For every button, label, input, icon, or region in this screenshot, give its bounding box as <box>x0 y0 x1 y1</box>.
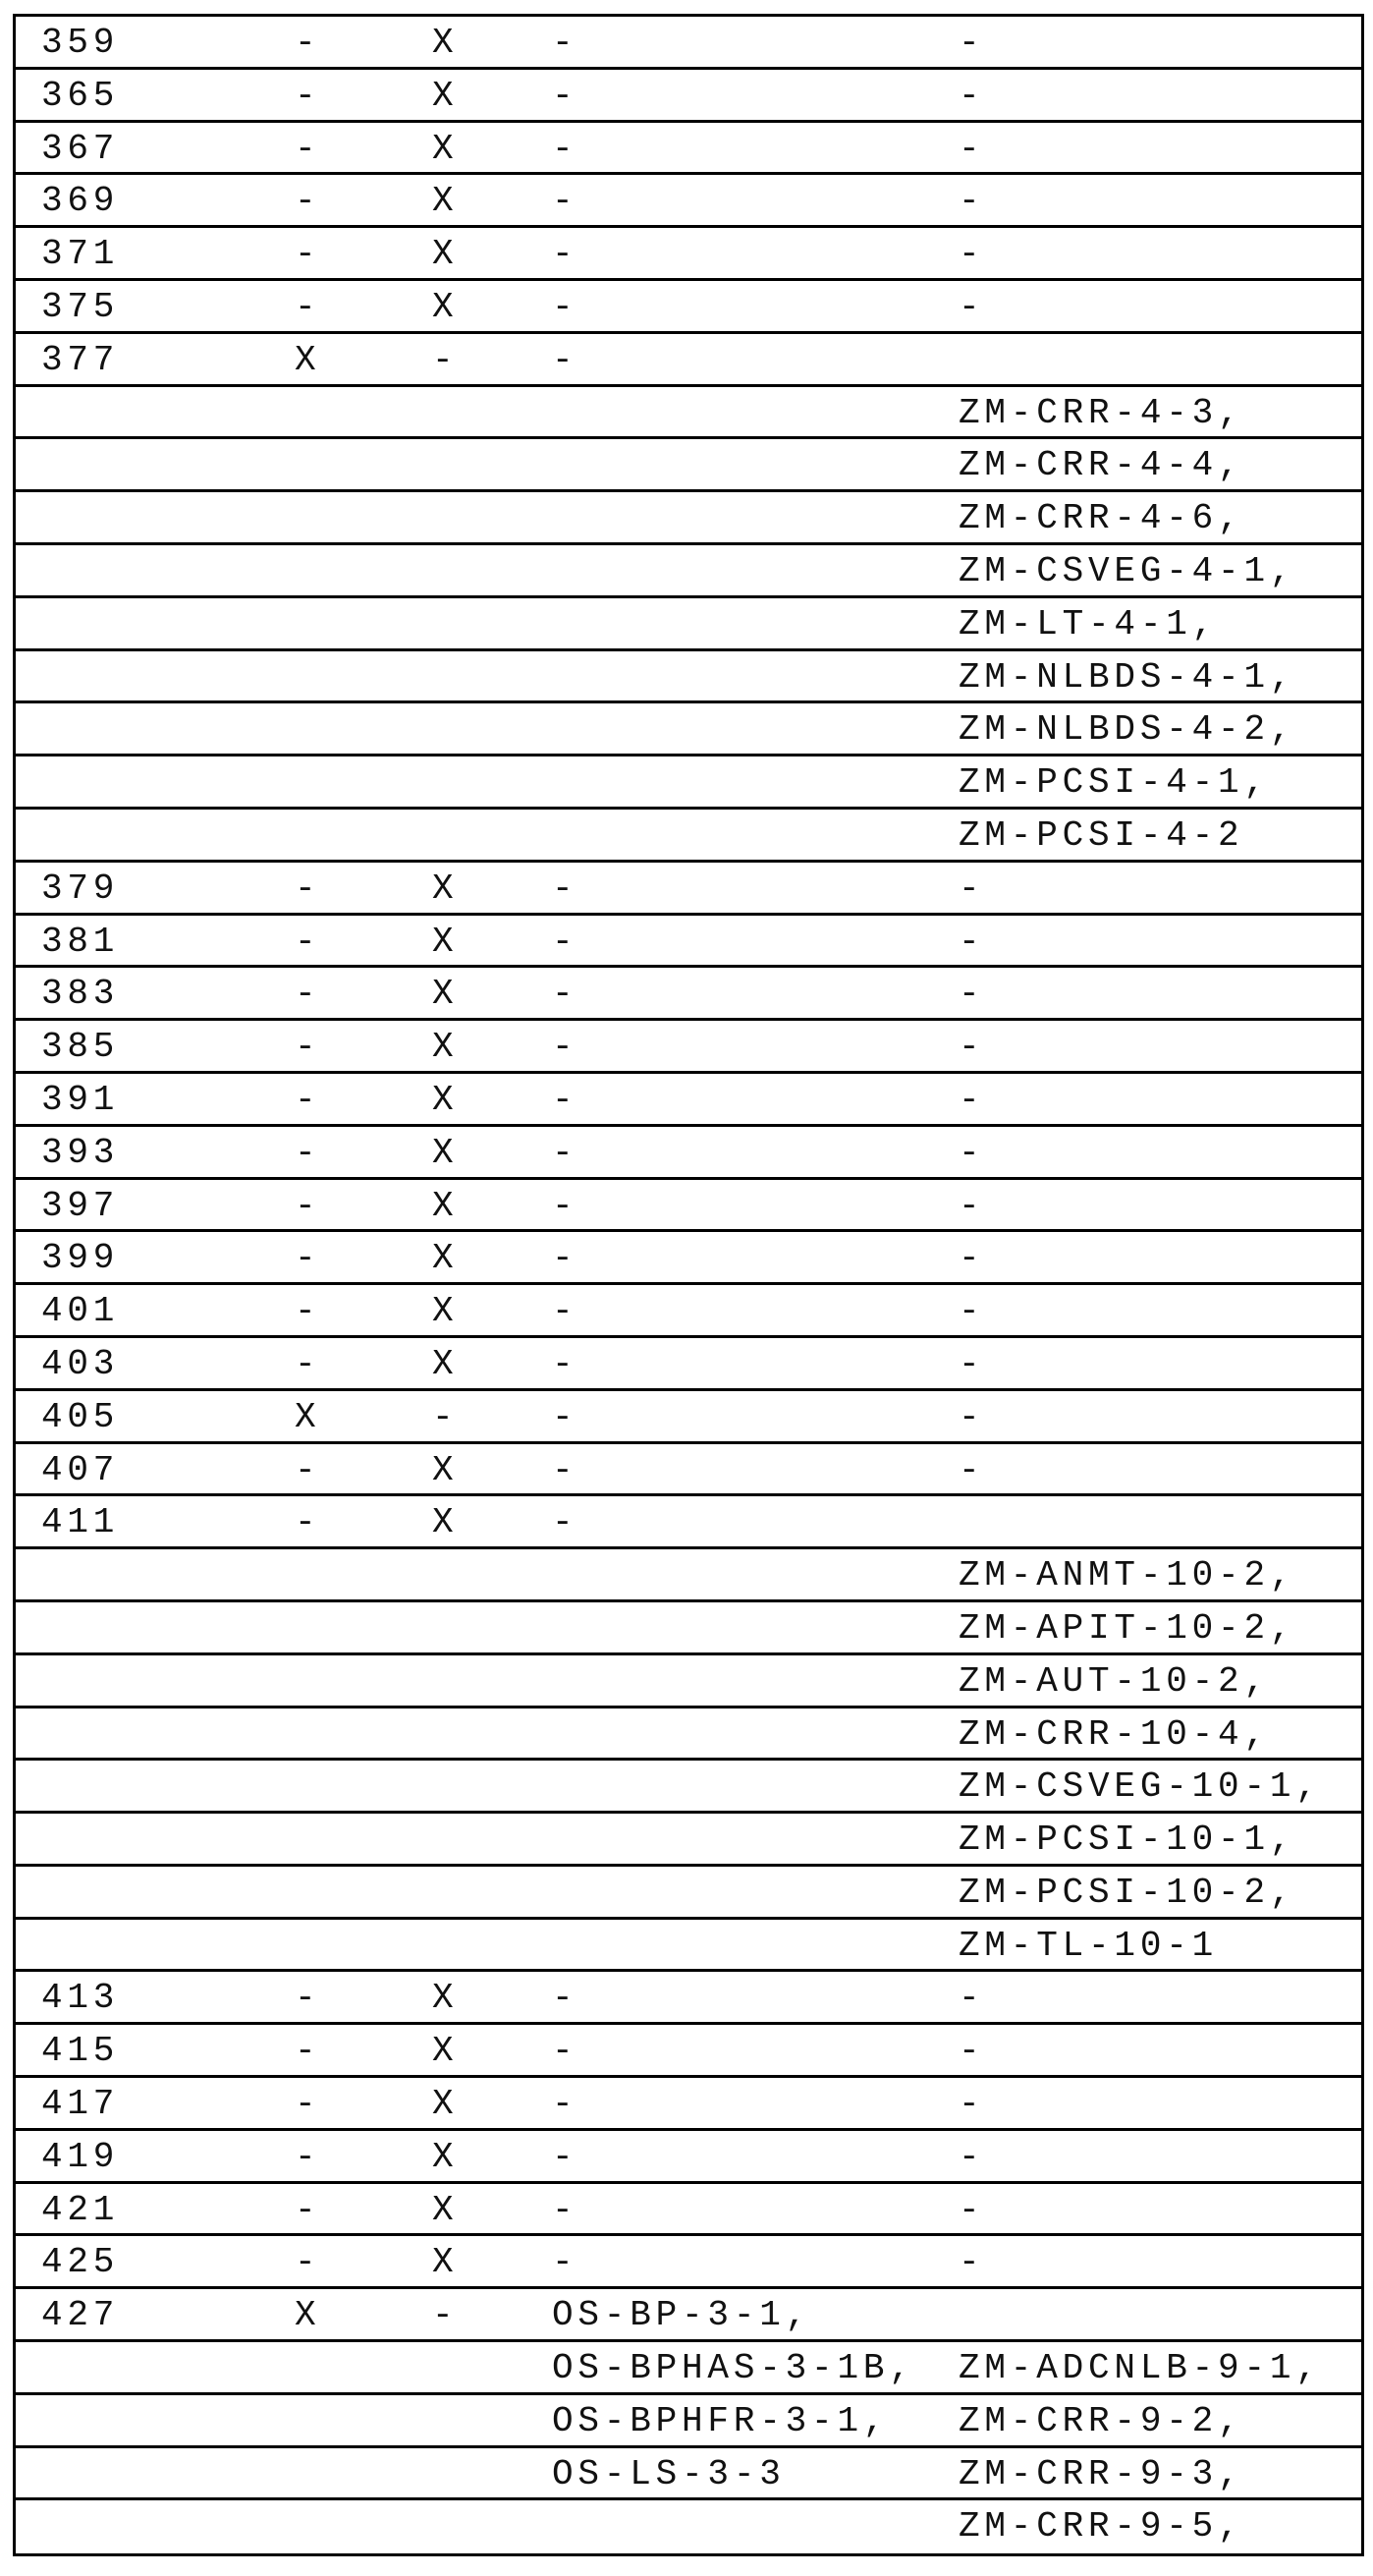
col5-cell: ZM-APIT-10-2, <box>959 1610 1295 1648</box>
table-row <box>16 1232 1361 1285</box>
table-row <box>16 2289 1361 2342</box>
col2-cell: - <box>295 2244 320 2281</box>
col5-cell: ZM-PCSI-4-1, <box>959 764 1270 802</box>
table-row <box>16 1496 1361 1549</box>
col2-cell: - <box>295 1346 320 1383</box>
col4-cell: - <box>552 1980 577 2017</box>
col4-cell: - <box>552 1504 577 1541</box>
col5-cell: - <box>959 1452 984 1489</box>
id-cell: 427 <box>41 2297 119 2334</box>
col5-cell: - <box>959 1346 984 1383</box>
id-cell: 417 <box>41 2086 119 2123</box>
col2-cell: X <box>295 2297 320 2334</box>
col5-cell: ZM-PCSI-4-2 <box>959 817 1243 855</box>
col4-cell: - <box>552 1188 577 1225</box>
col2-cell: - <box>295 1980 320 2017</box>
col5-cell: - <box>959 2086 984 2123</box>
col5-cell: - <box>959 870 984 908</box>
col4-cell: - <box>552 1346 577 1383</box>
col5-cell: - <box>959 78 984 115</box>
col4-cell: - <box>552 2086 577 2123</box>
col2-cell: - <box>295 289 320 326</box>
id-cell: 365 <box>41 78 119 115</box>
col3-cell: X <box>432 2033 458 2070</box>
col4-cell: - <box>552 78 577 115</box>
col5-cell: - <box>959 1082 984 1119</box>
table-row <box>16 968 1361 1021</box>
table-row <box>16 1761 1361 1814</box>
table-row <box>16 1708 1361 1762</box>
col2-cell: - <box>295 1135 320 1172</box>
id-cell: 367 <box>41 131 119 168</box>
col2-cell: - <box>295 1029 320 1066</box>
col3-cell: X <box>432 1452 458 1489</box>
col4-cell: OS-BP-3-1, <box>552 2297 811 2334</box>
col4-cell: - <box>552 1452 577 1489</box>
table-row <box>16 863 1361 916</box>
col5-cell: - <box>959 131 984 168</box>
col5-cell: ZM-CRR-4-6, <box>959 500 1243 537</box>
col5-cell: - <box>959 25 984 62</box>
col5-cell: - <box>959 2244 984 2281</box>
col3-cell: X <box>432 25 458 62</box>
col3-cell: X <box>432 236 458 273</box>
table-row <box>16 2500 1361 2553</box>
col5-cell: ZM-CRR-4-4, <box>959 447 1243 484</box>
col5-cell: ZM-NLBDS-4-2, <box>959 711 1295 749</box>
col3-cell: X <box>432 1082 458 1119</box>
col4-cell: OS-LS-3-3 <box>552 2456 786 2493</box>
col5-cell: ZM-TL-10-1 <box>959 1928 1218 1965</box>
col3-cell: - <box>432 342 458 379</box>
col3-cell: X <box>432 1240 458 1277</box>
id-cell: 405 <box>41 1399 119 1436</box>
id-cell: 391 <box>41 1082 119 1119</box>
id-cell: 381 <box>41 924 119 961</box>
id-cell: 371 <box>41 236 119 273</box>
col4-cell: - <box>552 1082 577 1119</box>
col5-cell: - <box>959 924 984 961</box>
table-row <box>16 1655 1361 1708</box>
table-row <box>16 70 1361 123</box>
table-row <box>16 387 1361 440</box>
col2-cell: - <box>295 2086 320 2123</box>
col3-cell: X <box>432 1346 458 1383</box>
col5-cell: - <box>959 1029 984 1066</box>
id-cell: 359 <box>41 25 119 62</box>
col5-cell: ZM-CRR-9-5, <box>959 2508 1243 2546</box>
data-table <box>13 14 1364 2556</box>
col3-cell: X <box>432 976 458 1013</box>
id-cell: 411 <box>41 1504 119 1541</box>
table-row <box>16 2395 1361 2448</box>
id-cell: 377 <box>41 342 119 379</box>
id-cell: 369 <box>41 183 119 220</box>
col3-cell: - <box>432 2297 458 2334</box>
table-row <box>16 756 1361 810</box>
col5-cell: - <box>959 2033 984 2070</box>
id-cell: 393 <box>41 1135 119 1172</box>
col5-cell: - <box>959 976 984 1013</box>
col5-cell: - <box>959 2192 984 2229</box>
col2-cell: - <box>295 1293 320 1330</box>
table-row <box>16 439 1361 492</box>
col4-cell: - <box>552 236 577 273</box>
table-row <box>16 1338 1361 1391</box>
table-row <box>16 1814 1361 1867</box>
col2-cell: X <box>295 342 320 379</box>
col5-cell: ZM-CRR-10-4, <box>959 1716 1270 1754</box>
col5-cell: ZM-LT-4-1, <box>959 606 1218 644</box>
col2-cell: - <box>295 183 320 220</box>
id-cell: 375 <box>41 289 119 326</box>
col3-cell: X <box>432 1504 458 1541</box>
table-row <box>16 2025 1361 2078</box>
table-row <box>16 1444 1361 1497</box>
col2-cell: - <box>295 78 320 115</box>
col2-cell: - <box>295 2033 320 2070</box>
col4-cell: OS-BPHAS-3-1B, <box>552 2350 915 2387</box>
col5-cell: ZM-AUT-10-2, <box>959 1663 1270 1701</box>
col4-cell: - <box>552 1029 577 1066</box>
col4-cell: - <box>552 1399 577 1436</box>
table-row <box>16 2131 1361 2184</box>
col3-cell: X <box>432 2086 458 2123</box>
col4-cell: - <box>552 131 577 168</box>
id-cell: 379 <box>41 870 119 908</box>
col3-cell: X <box>432 1293 458 1330</box>
col4-cell: - <box>552 924 577 961</box>
col2-cell: - <box>295 2192 320 2229</box>
col2-cell: - <box>295 1240 320 1277</box>
table-row <box>16 2448 1361 2501</box>
col3-cell: X <box>432 1980 458 2017</box>
id-cell: 397 <box>41 1188 119 1225</box>
table-row <box>16 1867 1361 1920</box>
col2-cell: X <box>295 1399 320 1436</box>
table-row <box>16 1285 1361 1338</box>
col3-cell: - <box>432 1399 458 1436</box>
id-cell: 401 <box>41 1293 119 1330</box>
col4-cell: - <box>552 870 577 908</box>
col4-cell: - <box>552 25 577 62</box>
id-cell: 415 <box>41 2033 119 2070</box>
table-row <box>16 1180 1361 1233</box>
col5-cell: ZM-PCSI-10-2, <box>959 1875 1295 1912</box>
col5-cell: - <box>959 1399 984 1436</box>
table-row <box>16 492 1361 545</box>
col4-cell: - <box>552 2192 577 2229</box>
table-row <box>16 281 1361 334</box>
table-row <box>16 545 1361 598</box>
col4-cell: - <box>552 2139 577 2176</box>
col5-cell: - <box>959 236 984 273</box>
table-row <box>16 17 1361 70</box>
col2-cell: - <box>295 1188 320 1225</box>
id-cell: 425 <box>41 2244 119 2281</box>
table-row <box>16 703 1361 756</box>
table-row <box>16 1549 1361 1602</box>
col4-cell: - <box>552 183 577 220</box>
table-row <box>16 334 1361 387</box>
col2-cell: - <box>295 1452 320 1489</box>
col5-cell: ZM-CRR-9-2, <box>959 2403 1243 2440</box>
table-row <box>16 2342 1361 2395</box>
col3-cell: X <box>432 1029 458 1066</box>
col5-cell: - <box>959 1980 984 2017</box>
id-cell: 419 <box>41 2139 119 2176</box>
col5-cell: ZM-CSVEG-10-1, <box>959 1768 1322 1806</box>
col3-cell: X <box>432 1135 458 1172</box>
id-cell: 385 <box>41 1029 119 1066</box>
id-cell: 413 <box>41 1980 119 2017</box>
table-row <box>16 175 1361 228</box>
table-row <box>16 1021 1361 1074</box>
col2-cell: - <box>295 1504 320 1541</box>
table-row <box>16 810 1361 863</box>
table-row <box>16 1920 1361 1973</box>
table-row <box>16 651 1361 704</box>
col5-cell: - <box>959 183 984 220</box>
table-row <box>16 123 1361 176</box>
col5-cell: - <box>959 1240 984 1277</box>
col3-cell: X <box>432 2244 458 2281</box>
col3-cell: X <box>432 2192 458 2229</box>
col2-cell: - <box>295 25 320 62</box>
col3-cell: X <box>432 870 458 908</box>
col2-cell: - <box>295 924 320 961</box>
id-cell: 399 <box>41 1240 119 1277</box>
col5-cell: ZM-PCSI-10-1, <box>959 1821 1295 1859</box>
table-row <box>16 1127 1361 1180</box>
col3-cell: X <box>432 183 458 220</box>
col4-cell: - <box>552 2244 577 2281</box>
col2-cell: - <box>295 870 320 908</box>
col2-cell: - <box>295 976 320 1013</box>
col2-cell: - <box>295 236 320 273</box>
table-row <box>16 1972 1361 2025</box>
col5-cell: ZM-ADCNLB-9-1, <box>959 2350 1322 2387</box>
col5-cell: ZM-NLBDS-4-1, <box>959 659 1295 697</box>
col2-cell: - <box>295 1082 320 1119</box>
table-row <box>16 598 1361 651</box>
col3-cell: X <box>432 1188 458 1225</box>
table-row <box>16 2078 1361 2131</box>
id-cell: 407 <box>41 1452 119 1489</box>
col4-cell: - <box>552 976 577 1013</box>
col4-cell: - <box>552 1293 577 1330</box>
id-cell: 421 <box>41 2192 119 2229</box>
table-row <box>16 1602 1361 1655</box>
col5-cell: - <box>959 1135 984 1172</box>
col3-cell: X <box>432 289 458 326</box>
col3-cell: X <box>432 78 458 115</box>
col4-cell: - <box>552 1240 577 1277</box>
col5-cell: - <box>959 2139 984 2176</box>
table-row <box>16 228 1361 281</box>
col5-cell: ZM-CSVEG-4-1, <box>959 553 1295 590</box>
col2-cell: - <box>295 131 320 168</box>
col4-cell: OS-BPHFR-3-1, <box>552 2403 889 2440</box>
table-row <box>16 916 1361 969</box>
col5-cell: - <box>959 289 984 326</box>
table-row <box>16 2184 1361 2237</box>
col2-cell: - <box>295 2139 320 2176</box>
table-row <box>16 1391 1361 1444</box>
col4-cell: - <box>552 2033 577 2070</box>
col4-cell: - <box>552 289 577 326</box>
col3-cell: X <box>432 131 458 168</box>
col5-cell: ZM-CRR-4-3, <box>959 395 1243 432</box>
col3-cell: X <box>432 2139 458 2176</box>
col3-cell: X <box>432 924 458 961</box>
table-row <box>16 2236 1361 2289</box>
col4-cell: - <box>552 342 577 379</box>
col5-cell: ZM-CRR-9-3, <box>959 2456 1243 2493</box>
id-cell: 383 <box>41 976 119 1013</box>
col4-cell: - <box>552 1135 577 1172</box>
id-cell: 403 <box>41 1346 119 1383</box>
col5-cell: ZM-ANMT-10-2, <box>959 1557 1295 1595</box>
col5-cell: - <box>959 1188 984 1225</box>
col5-cell: - <box>959 1293 984 1330</box>
table-row <box>16 1074 1361 1127</box>
